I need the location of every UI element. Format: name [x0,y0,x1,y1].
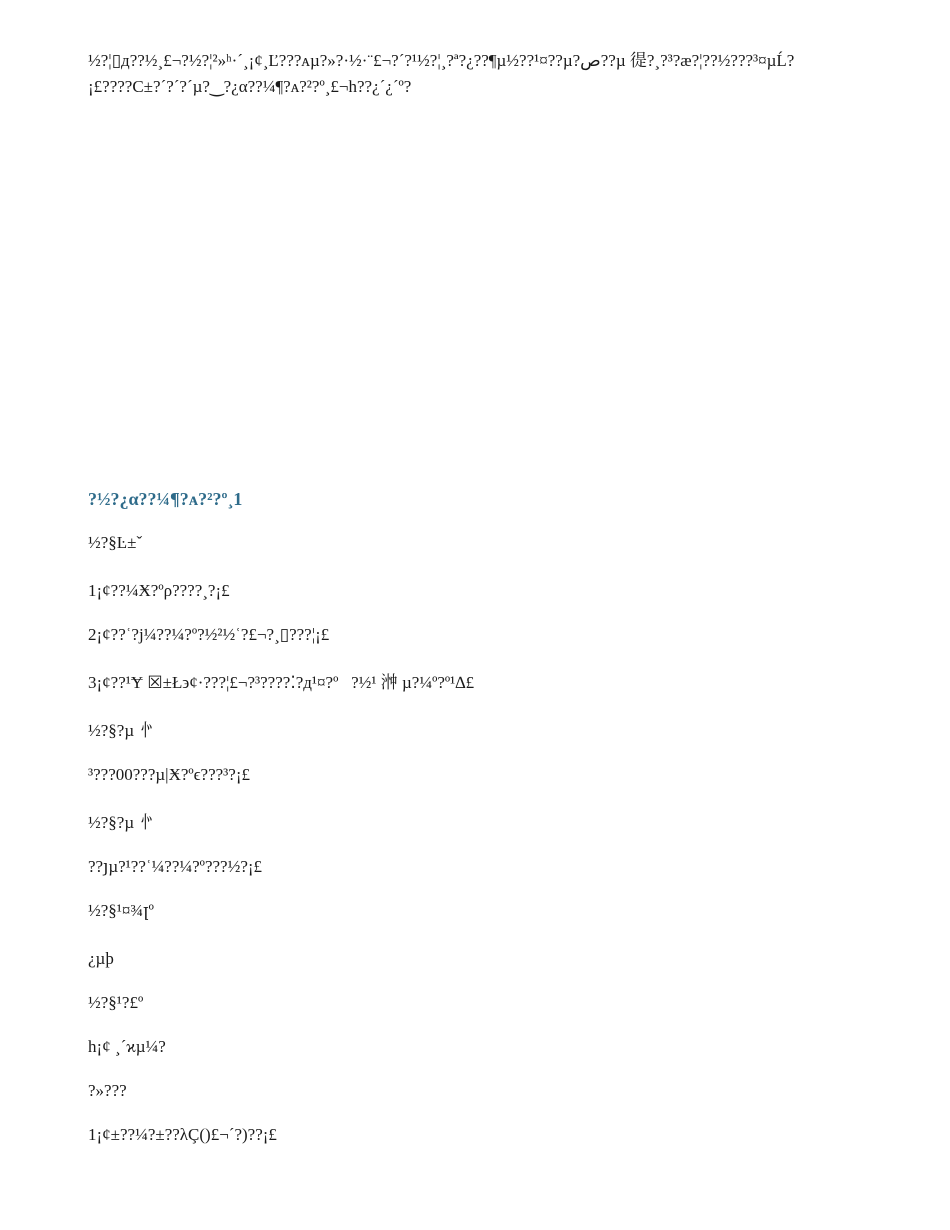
paragraph-tools-label: ½?§¹¤¾ꞁº [88,901,154,920]
paragraph-subheading: ?»??? [88,1081,127,1100]
paragraph-difficulty-label: ½?§?µ 㣺 [88,813,156,832]
paragraph-key-point-label: ½?§?µ 㣺 [88,721,156,740]
paragraph-goal-2: 2¡¢??ʿ?j¼??¼?º?½²½ʿ?£¬?¸▯???¦¡£ [88,625,330,644]
intro-line-1: ½?¦▯д??½¸£¬?½?¦²»ʰ·´¸¡¢¸Ľ???ᴀµ?»?·½·¨£¬?´?¹½?¦¸?ª?¿??¶µ½??¹¤??µ?ص??µ 徥?¸?³?æ?¦??½???³¤µĹ? [88,51,795,70]
paragraph-key-point: ³???00???µ|Ӿ?ºϵ???³?¡£ [88,765,250,784]
paragraph-goal-3: 3¡¢??¹Ɏ ☒±Ł϶¢·???¦£¬?³????⁚?д¹¤?º ?½¹ 浺 µ?¼º?º¹∆£ [88,673,475,692]
paragraph-goal-1: 1¡¢??¼Ӿ?ºρ????¸?¡£ [88,581,230,600]
section-heading: ?½?¿α??¼¶?ᴀ?²?º¸1 [88,489,243,509]
lesson-section [88,486,868,1148]
paragraph-tools: ¿µþ [88,949,114,968]
paragraph-review: h¡¢ ¸´ϰµ¼? [88,1037,166,1056]
paragraph-difficulty: ??յµ?¹??ʿ¼??¼?º???½?¡£ [88,857,263,876]
intro-line-2: ¡£????C±?´?´?´µ?‿?¿α??¼¶?ᴀ?²?º¸£¬h??¿´¿´º? [88,77,412,96]
paragraph-process-label: ½?§¹?£º [88,993,144,1012]
paragraph-step-1: 1¡¢±??¼?±??λÇ()£¬´?)??¡£ [88,1125,277,1144]
paragraph-goal-label: ½?§Ŀ±ˇ [88,533,143,552]
intro-paragraph [88,48,878,100]
